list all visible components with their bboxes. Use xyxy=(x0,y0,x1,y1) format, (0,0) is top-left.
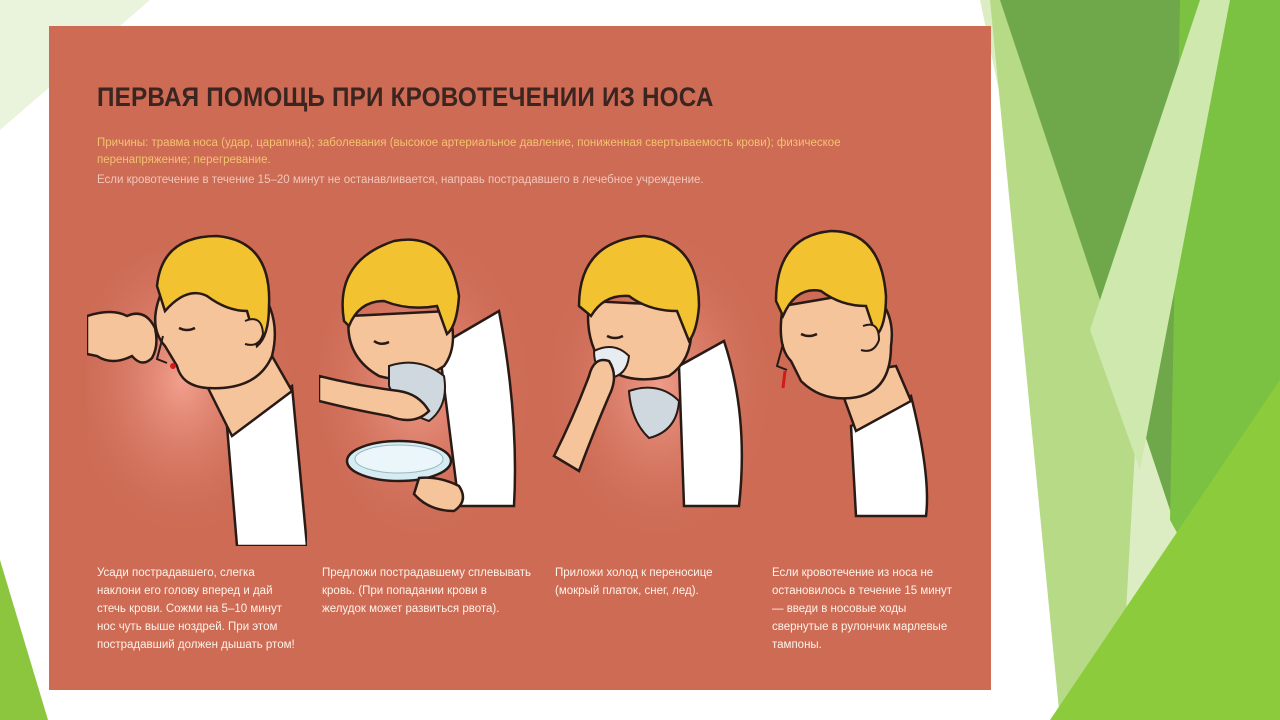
step-2-illustration xyxy=(319,216,539,546)
bowl-inner xyxy=(355,445,443,473)
poster-title: ПЕРВАЯ ПОМОЩЬ ПРИ КРОВОТЕЧЕНИИ ИЗ НОСА xyxy=(97,82,714,112)
step-4-illustration xyxy=(761,216,981,546)
poster-causes: Причины: травма носа (удар, царапина); заболевания (высокое артериальное давление, пониженная свертываемость крови); физическое перенапряжение; перегревание. xyxy=(97,137,841,166)
step-3-caption: Приложи холод к переносице (мокрый платок, снег, лед). xyxy=(555,567,713,597)
step-2-caption: Предложи пострадавшему сплевывать кровь. (При попадании крови в желудок может развиться рвота). xyxy=(322,567,532,615)
blood xyxy=(783,371,785,388)
ear xyxy=(245,319,263,345)
step-1-caption: Усади пострадавшего, слегка наклони его голову вперед и дай стечь крови. Сожми на 5–10 минут нос чуть выше ноздрей. При этом пострадавший должен дышать ртом! xyxy=(97,567,295,651)
step-4-caption: Если кровотечение из носа не остановилось в течение 15 минут — введи в носовые ходы свернутые в рулончик марлевые тампоны. xyxy=(772,567,953,651)
ear xyxy=(861,325,879,351)
shirt xyxy=(679,341,742,506)
poster-advice: Если кровотечение в течение 15–20 минут не останавливается, направь пострадавшего в лечебное учреждение. xyxy=(97,174,704,186)
hand xyxy=(87,312,156,363)
step-3-illustration xyxy=(549,216,769,546)
step-1-illustration xyxy=(87,216,307,546)
blood xyxy=(170,363,176,369)
first-aid-poster xyxy=(49,26,991,690)
